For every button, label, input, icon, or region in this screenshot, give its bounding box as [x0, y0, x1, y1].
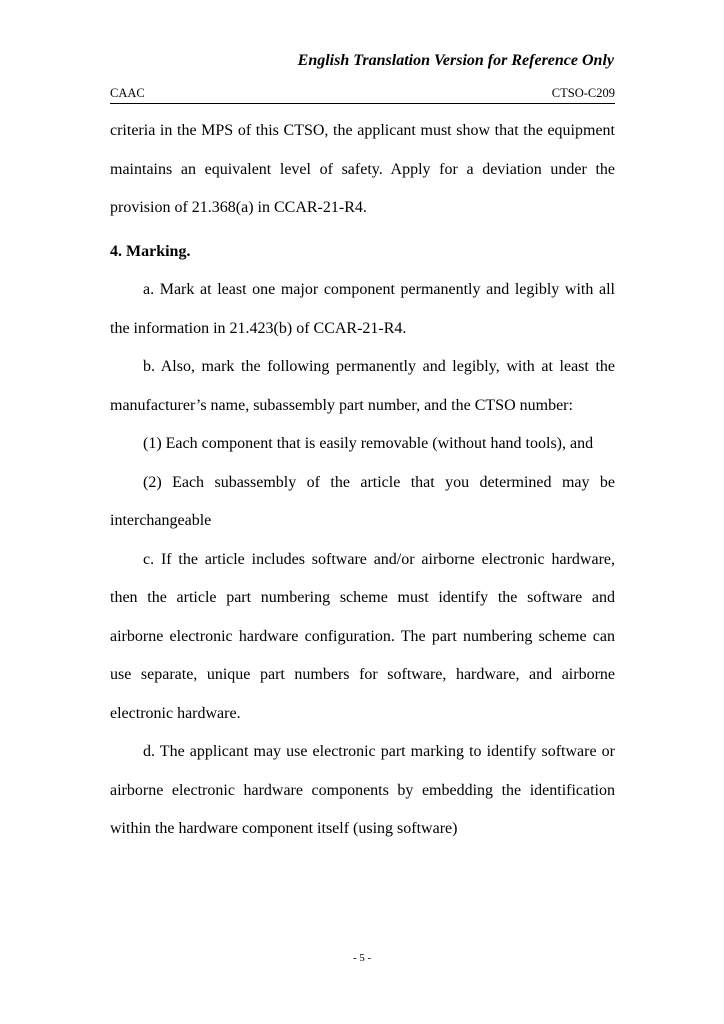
page-number: - 5 - [352, 952, 372, 964]
paragraph-c: c. If the article includes software and/or airborne electronic hardware, then the article part numbering scheme must identify the software and airborne electronic hardware configuration. The part numbering scheme can use separate, unique part numbers for software, hardware, and airborne electronic hardware. [110, 550, 615, 722]
continued-paragraph: criteria in the MPS of this CTSO, the applicant must show that the equipment maintains an equivalent level of safety. Apply for a deviation under the provision of 21.368(a) in CCAR-21-R4. [110, 122, 615, 216]
section-heading: 4. Marking. [110, 242, 191, 260]
body-text [110, 112, 615, 849]
paragraph-b: b. Also, mark the following permanently and legibly, with at least the manufacturer’s name, subassembly part number, and the CTSO number: [110, 358, 615, 414]
list-item-1: (1) Each component that is easily removable (without hand tools), and [143, 435, 594, 452]
paragraph-a: a. Mark at least one major component permanently and legibly with all the information in 21.423(b) of CCAR-21-R4. [110, 281, 615, 337]
header-document-id: CTSO-C209 [551, 86, 615, 100]
running-header [110, 86, 615, 104]
paragraph-d: d. The applicant may use electronic part marking to identify software or airborne electronic hardware components by embedding the identification within the hardware component itself (using software) [110, 743, 615, 837]
translation-note: English Translation Version for Reference Only [297, 52, 614, 69]
list-item-2: (2) Each subassembly of the article that you determined may be interchangeable [110, 473, 615, 529]
header-organization: CAAC [110, 86, 145, 100]
